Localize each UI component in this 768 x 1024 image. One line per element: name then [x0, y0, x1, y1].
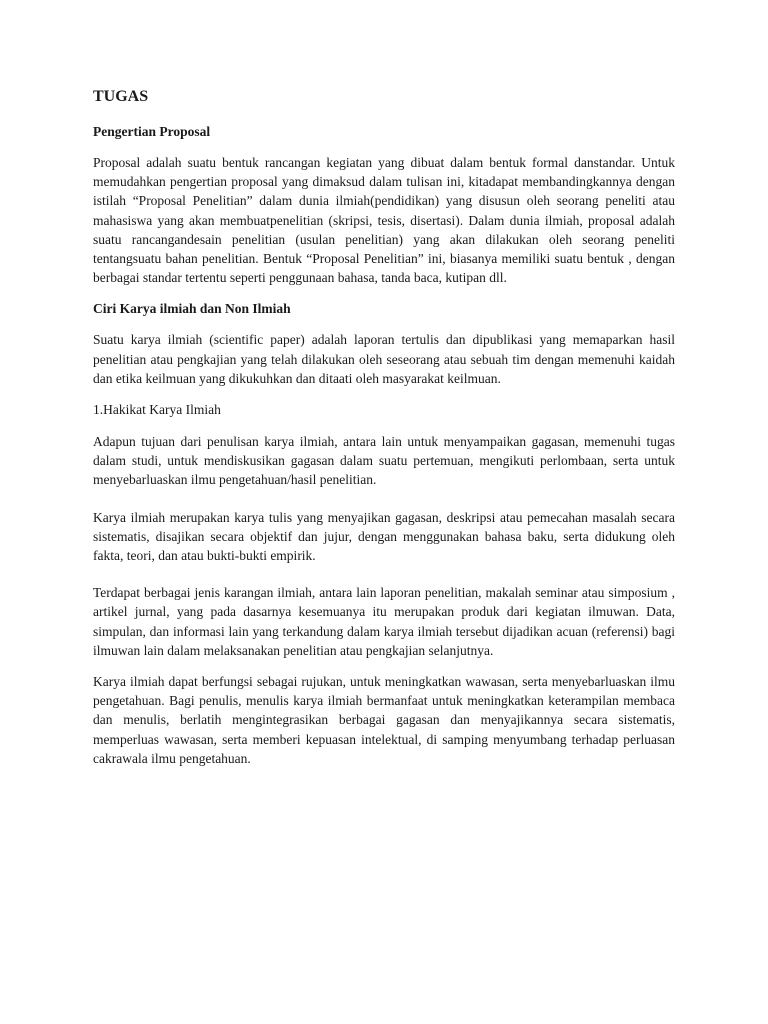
paragraph-fungsi: Karya ilmiah dapat berfungsi sebagai rujukan, untuk meningkatkan wawasan, serta menyebarluaskan ilmu pengetahuan. Bagi penulis, menulis karya ilmiah bermanfaat untuk meningkatkan keterampilan membaca dan menulis, berlatih mengintegrasikan berbagai gagasan dan menyajikannya secara sistematis, memperluas wawasan, serta memberi kepuasan intelektual, di samping menyumbang terhadap perluasan cakrawala ilmu pengetahuan. [93, 674, 675, 766]
document-title: TUGAS [93, 88, 149, 105]
section-heading-ciri-karya-ilmiah: Ciri Karya ilmiah dan Non Ilmiah [93, 301, 291, 317]
paragraph-definisi: Karya ilmiah merupakan karya tulis yang menyajikan gagasan, deskripsi atau pemecahan masalah secara sistematis, disajikan secara objektif dan jujur, dengan menggunakan bahasa baku, serta didukung oleh fakta, teori, dan atau bukti-bukti empirik. [93, 509, 675, 564]
document-page [93, 86, 675, 780]
paragraph-tujuan: Adapun tujuan dari penulisan karya ilmiah, antara lain untuk menyampaikan gagasan, memenuhi tugas dalam studi, untuk mendiskusikan gagasan dalam suatu pertemuan, mengikuti perlombaan, serta untuk menyebarluaskan ilmu pengetahuan/hasil penelitian. [93, 434, 675, 488]
paragraph-pengertian-proposal: Proposal adalah suatu bentuk rancangan kegiatan yang dibuat dalam bentuk formal danstandar. Untuk memudahkan pengertian proposal yang dimaksud dalam tulisan ini, kitadapat membandingkannya dengan istilah “Proposal Penelitian” dalam dunia ilmiah(pendidikan) yang disusun oleh seorang peneliti atau mahasiswa yang akan membuatpenelitian (skripsi, tesis, disertasi). Dalam dunia ilmiah, proposal adalah suatu rancangandesain penelitian (usulan penelitian) yang akan dilakukan oleh seorang peneliti tentangsuatu bahan penelitian. Bentuk “Proposal Penelitian” ini, biasanya memiliki suatu bentuk , dengan berbagai standar tertentu seperti penggunaan bahasa, tanda baca, kutipan dll. [93, 155, 675, 286]
paragraph-jenis: Terdapat berbagai jenis karangan ilmiah, antara lain laporan penelitian, makalah seminar atau simposium , artikel jurnal, yang pada dasarnya kesemuanya itu merupakan produk dari kegiatan ilmuwan. Data, simpulan, dan informasi lain yang terkandung dalam karya ilmiah tersebut dijadikan acuan (referensi) bagi ilmuwan lain dalam melaksanakan penelitian atau pengkajian selanjutnya. [93, 585, 675, 658]
paragraph-ciri-karya-ilmiah: Suatu karya ilmiah (scientific paper) adalah laporan tertulis dan dipublikasi yang memaparkan hasil penelitian atau pengkajian yang telah dilakukan oleh seseorang atau sebuah tim dengan memenuhi kaidah dan etika keilmuan yang dikukuhkan dan ditaati oleh masyarakat keilmuan. [93, 332, 675, 386]
subsection-label-hakikat: 1.Hakikat Karya Ilmiah [93, 402, 221, 418]
section-heading-pengertian-proposal: Pengertian Proposal [93, 124, 211, 139]
